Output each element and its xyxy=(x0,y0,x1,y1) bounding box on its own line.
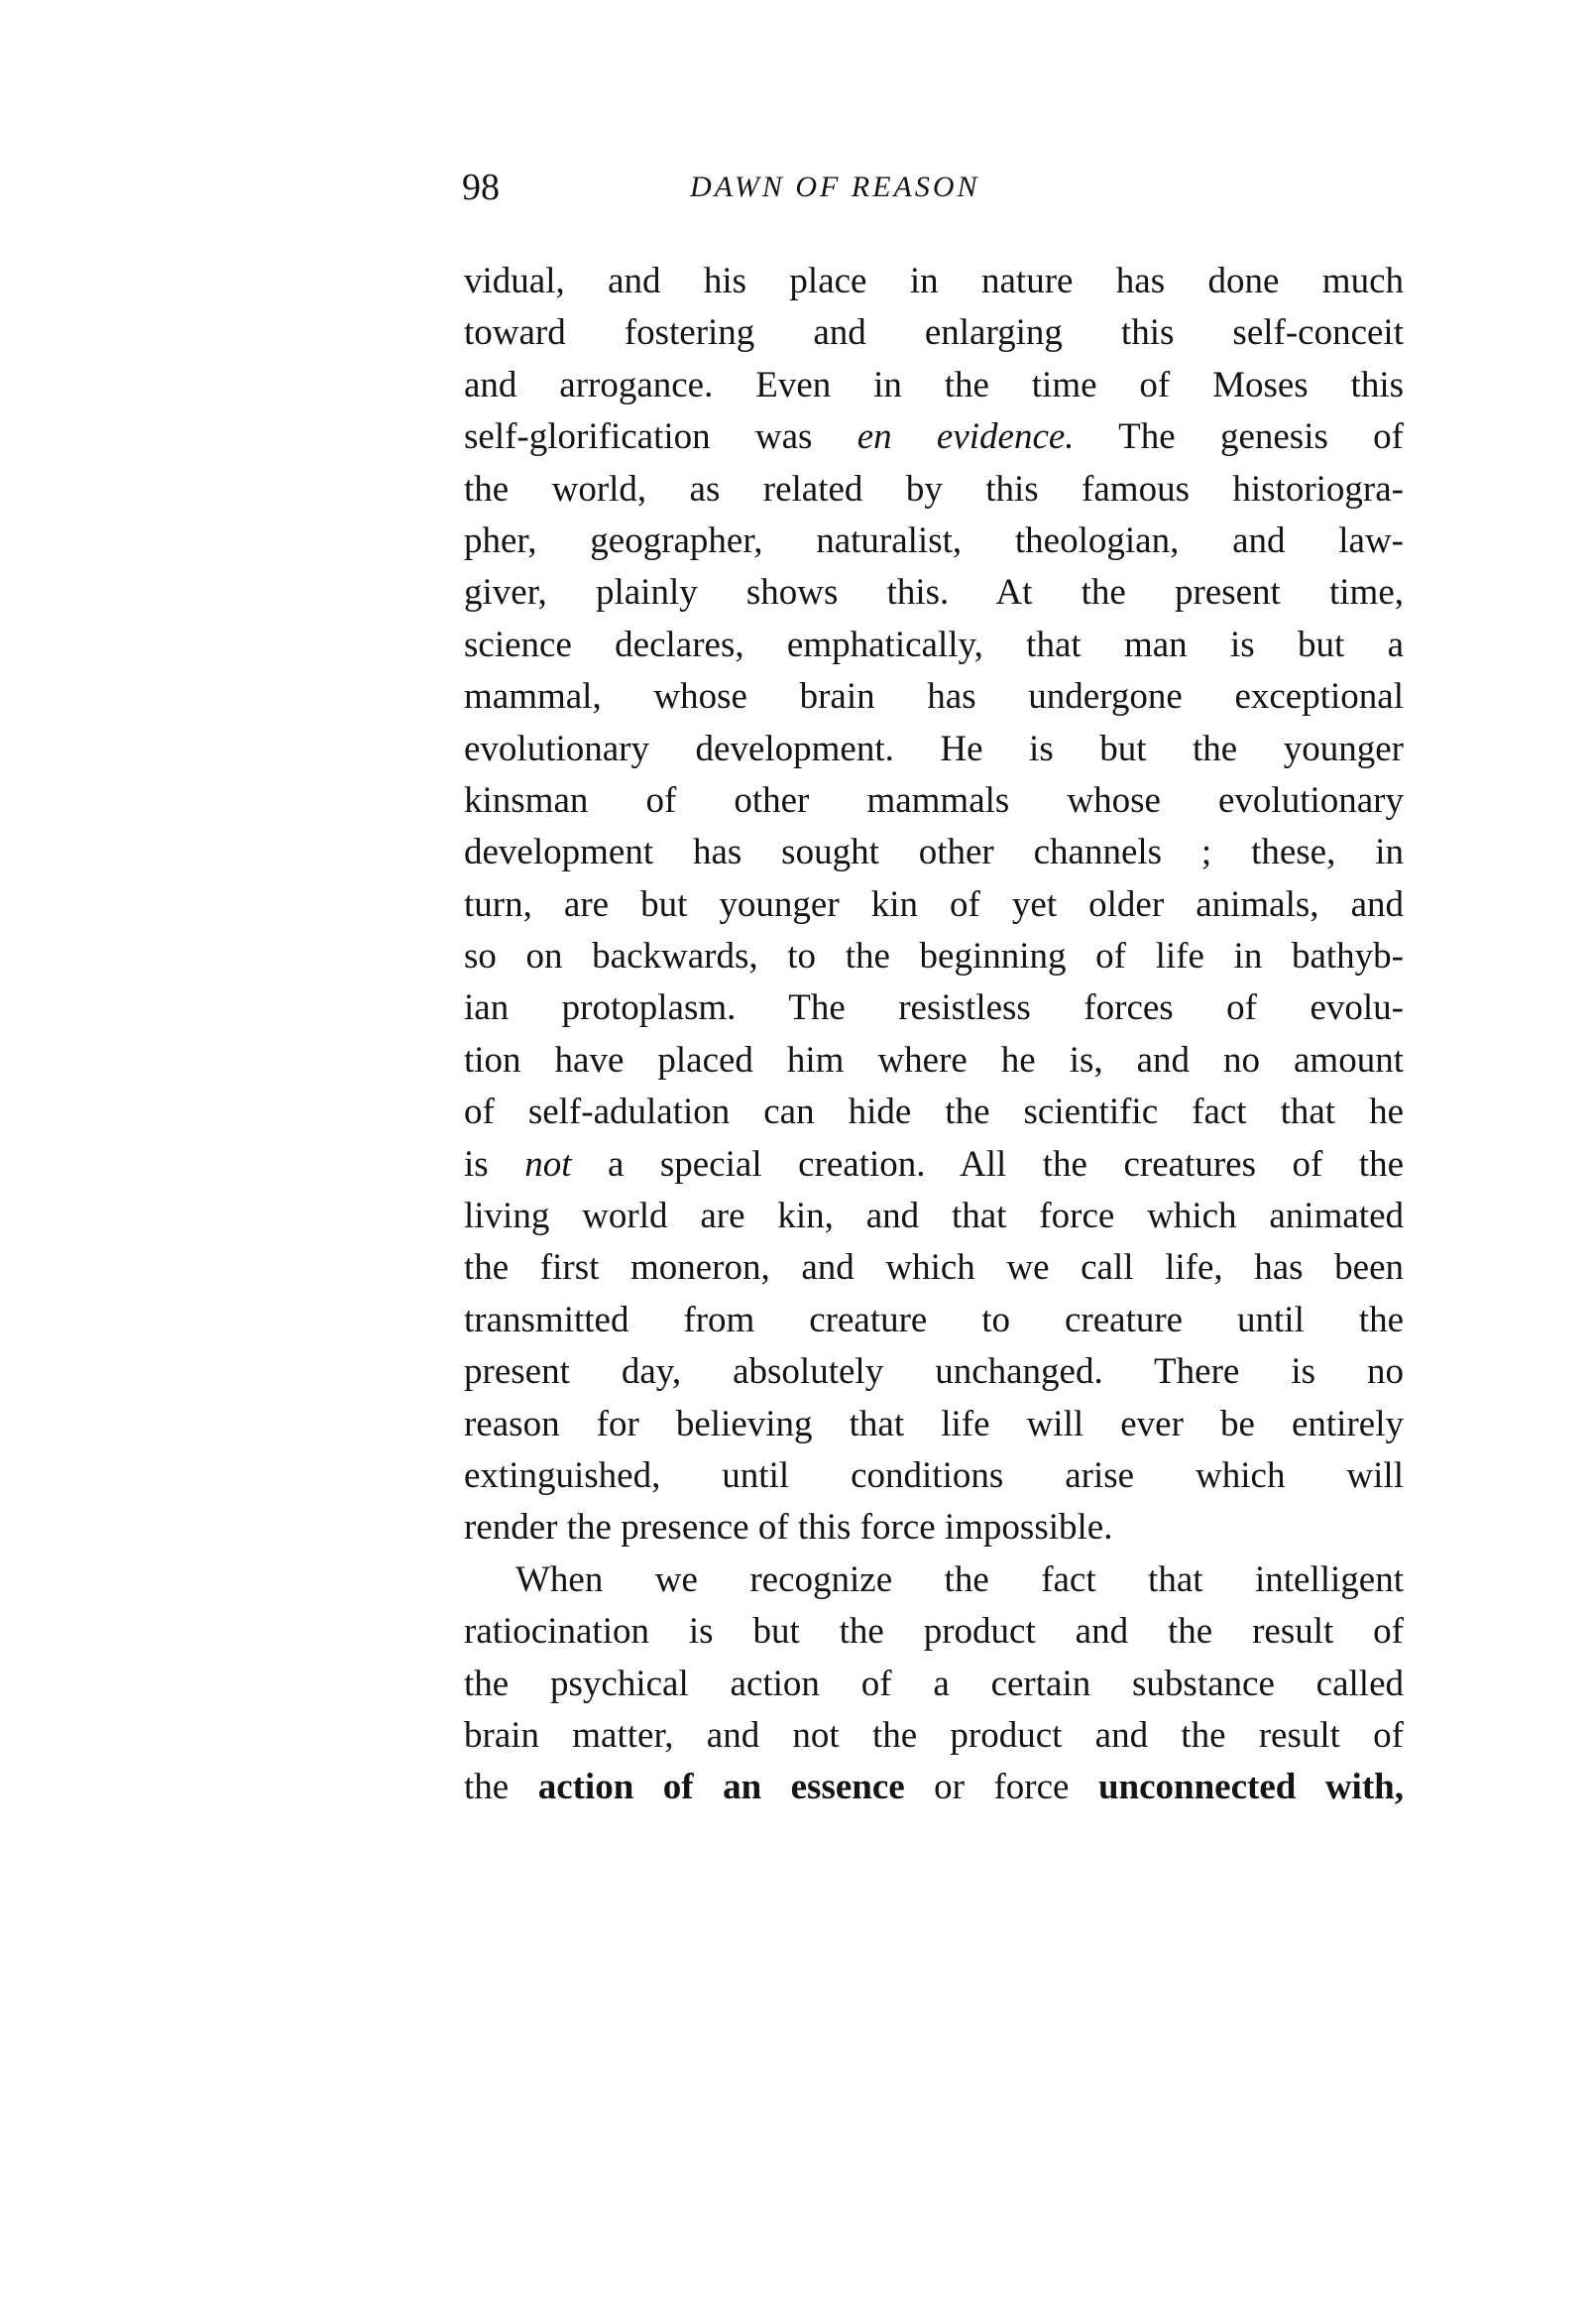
running-head-title: DAWN OF REASON xyxy=(690,171,980,203)
page-number: 98 xyxy=(462,167,500,208)
text-line: reason for believing that life will ever be entirely xyxy=(464,1403,1404,1444)
text-line: of self-adulation can hide the scientific fact that he xyxy=(464,1092,1404,1133)
text-line: so on backwards, to the beginning of life in bathyb- xyxy=(464,936,1404,978)
text-line: the first moneron, and which we call life, has been xyxy=(464,1247,1404,1289)
text-line: pher, geographer, naturalist, theologian, and law- xyxy=(464,519,1404,561)
text-line: toward fostering and enlarging this self-conceit xyxy=(464,312,1404,354)
heavy-print-text: unconnected with, xyxy=(1097,1767,1404,1808)
text-line: present day, absolutely unchanged. There is no xyxy=(464,1351,1404,1393)
italic-text: not xyxy=(524,1143,572,1185)
text-line: self-glorification was en evidence. The genesis of xyxy=(464,416,1404,458)
text-line: vidual, and his place in nature has done much xyxy=(464,261,1404,301)
text-line: render the presence of this force impossible. xyxy=(464,1507,1113,1549)
text-line: the psychical action of a certain substance called xyxy=(464,1663,1404,1704)
paragraph xyxy=(464,256,1404,1555)
text-line: transmitted from creature to creature until the xyxy=(464,1299,1404,1340)
text-line: ian protoplasm. The resistless forces of evolu- xyxy=(464,987,1404,1029)
text-line: the world, as related by this famous historiogra- xyxy=(464,468,1404,510)
heavy-print-text: action of an essence xyxy=(537,1767,905,1808)
text-line: kinsman of other mammals whose evolutionary xyxy=(464,779,1404,821)
text-line: turn, are but younger kin of yet older animals, and xyxy=(464,883,1404,925)
text-line: science declares, emphatically, that man is but a xyxy=(464,624,1404,665)
italic-text: en evidence. xyxy=(856,416,1075,458)
text-line: tion have placed him where he is, and no amount xyxy=(464,1039,1404,1081)
text-line: is not a special creation. All the creatures of the xyxy=(464,1143,1404,1185)
text-line: and arrogance. Even in the time of Moses this xyxy=(464,364,1404,405)
text-line: extinguished, until conditions arise which will xyxy=(464,1454,1404,1496)
page-header xyxy=(462,159,1404,218)
paragraph xyxy=(464,1555,1404,1814)
text-line: ratiocination is but the product and the result of xyxy=(464,1611,1404,1653)
text-line: giver, plainly shows this. At the present time, xyxy=(464,572,1404,614)
text-line: the action of an essence or force unconnected with, xyxy=(464,1767,1404,1808)
text-line: mammal, whose brain has undergone exceptional xyxy=(464,676,1404,718)
text-line: brain matter, and not the product and the result of xyxy=(464,1714,1404,1756)
body-text xyxy=(464,256,1404,1814)
text-line: development has sought other channels ; these, in xyxy=(464,832,1404,873)
text-line: evolutionary development. He is but the younger xyxy=(464,728,1404,769)
text-line: When we recognize the fact that intelligent xyxy=(515,1558,1404,1600)
text-line: living world are kin, and that force which animated xyxy=(464,1196,1404,1237)
